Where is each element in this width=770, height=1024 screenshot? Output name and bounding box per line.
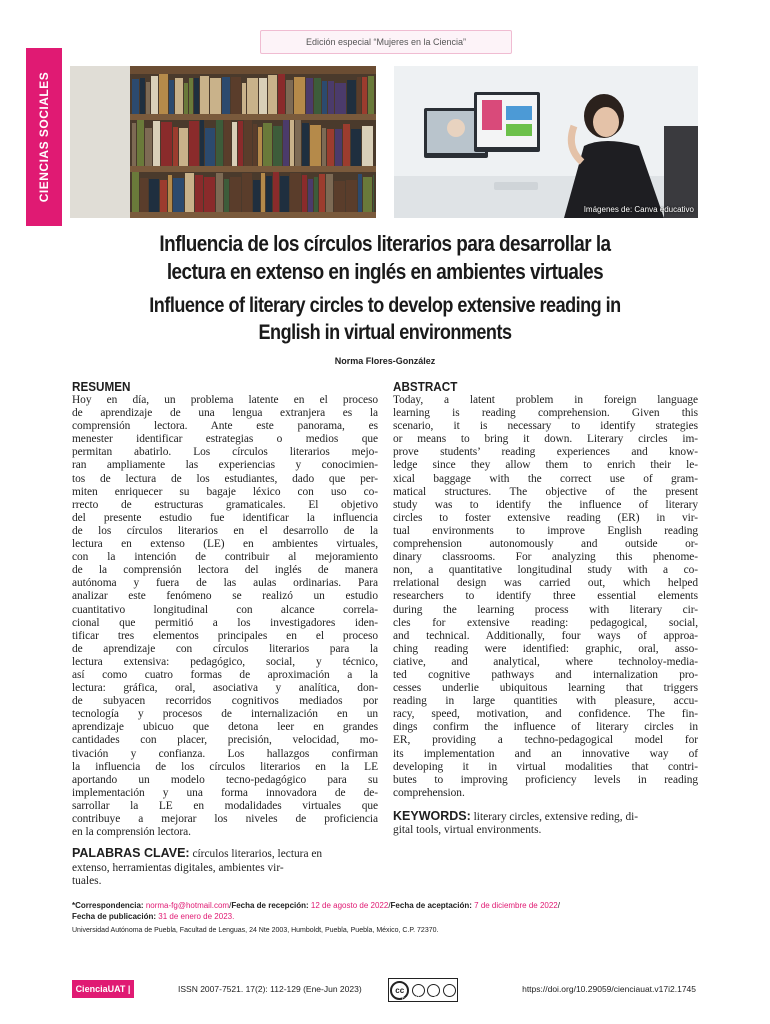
resumen-line: así como cuatro formas de aproximación a la bbox=[72, 668, 378, 681]
book-spine bbox=[258, 127, 262, 166]
book-spine bbox=[261, 173, 265, 212]
workspace-photo bbox=[394, 66, 698, 218]
book-spine bbox=[286, 80, 293, 114]
book-spine bbox=[259, 78, 267, 114]
accepted-date: 7 de diciembre de 2022 bbox=[474, 901, 558, 910]
palabras-clave-line2: extenso, herramientas digitales, ambientes vir- bbox=[72, 861, 284, 874]
resumen-line: cuantitativo longitudinal con alcance correla- bbox=[72, 603, 378, 616]
book-spine bbox=[263, 123, 272, 166]
keywords bbox=[393, 810, 698, 838]
book-spine bbox=[328, 81, 334, 114]
resumen-line: de subyacen recorridos cognitivos mediados por bbox=[72, 695, 378, 708]
image-credit: Imágenes de: Canva educativo bbox=[583, 205, 694, 214]
resumen-line: de los círculos literarios en el desarrollo de la bbox=[72, 524, 378, 537]
book-spine bbox=[189, 121, 199, 166]
abstract-line: during the learning process with literary cir- bbox=[393, 603, 698, 616]
resumen-line: cional que permitió a los investigadores iden- bbox=[72, 616, 378, 629]
book-spine bbox=[290, 120, 294, 166]
abstract-line: matical structures. The objective of the present bbox=[393, 485, 698, 498]
abstract-line: scenario, it is necessary to identify strategies bbox=[393, 420, 698, 433]
resumen-line: implementación y una forma innovadora de de- bbox=[72, 786, 378, 799]
resumen-line: analizar este fenómeno se realizó un estudio bbox=[72, 590, 378, 603]
book-spine bbox=[173, 127, 178, 166]
resumen-line: tecnología y procesos de internalización en un bbox=[72, 708, 378, 721]
book-spine bbox=[173, 178, 184, 212]
title-english-line1: Influence of literary circles to develop extensive reading in bbox=[149, 294, 621, 317]
abstract-line: its implementation and an innovative way of bbox=[393, 747, 698, 760]
book-spine bbox=[247, 78, 258, 114]
abstract-line: circles to foster extensive reading (ER) in vir- bbox=[393, 511, 698, 524]
book-spine bbox=[168, 175, 172, 212]
book-spine bbox=[351, 129, 361, 166]
abstract-line: non, a quantitative longitudinal study with a co- bbox=[393, 564, 698, 577]
book-spine bbox=[210, 78, 221, 114]
book-spine bbox=[189, 78, 193, 114]
book-spine bbox=[153, 121, 160, 166]
book-spine bbox=[363, 177, 372, 212]
book-spine bbox=[137, 120, 144, 166]
keywords-line1: literary circles, extensive reding, di- bbox=[473, 810, 639, 823]
book-spine bbox=[294, 77, 305, 114]
book-spine bbox=[302, 175, 307, 212]
resumen-line: rrecto de estructuras gramaticales. El objetivo bbox=[72, 498, 378, 511]
book-spine bbox=[278, 74, 285, 114]
book-spine bbox=[140, 78, 145, 114]
abstract-line: rrelational design was carried out, which helped bbox=[393, 577, 698, 590]
correspondence-email[interactable]: norma-fg@hotmail.com bbox=[145, 901, 230, 910]
book-spine bbox=[322, 81, 327, 114]
book-spine bbox=[160, 180, 167, 212]
book-spine bbox=[222, 77, 230, 114]
sa-icon bbox=[443, 984, 456, 997]
resumen-line: menester identificar estrategias o medios que bbox=[72, 433, 378, 446]
affiliation: Universidad Autónoma de Puebla, Facultad de Lenguas, 24 Nte 2003, Humboldt, Puebla, Puebla, México, C.P. 72370. bbox=[72, 927, 439, 934]
book-spine bbox=[368, 76, 374, 114]
book-spine bbox=[244, 120, 252, 166]
resumen-line: en la comprensión lectora. bbox=[72, 826, 191, 839]
abstract-line: butes to improving proficiency levels in reading bbox=[393, 773, 698, 786]
resumen-line: de aprendizaje de una lengua extranjera es la bbox=[72, 407, 378, 420]
book-spine bbox=[216, 120, 223, 166]
resumen-line: contribuye a mejorar los niveles de proficiencia bbox=[72, 813, 378, 825]
abstract-line: dinary classrooms. For analyzing this phenome- bbox=[393, 551, 698, 564]
book-spine bbox=[205, 128, 215, 166]
abstract-line: cles for extensive reading: pedagogical, social, bbox=[393, 616, 698, 629]
book-spine bbox=[358, 174, 362, 212]
book-spine bbox=[322, 128, 326, 166]
workspace-image bbox=[394, 66, 698, 218]
book-spine bbox=[145, 128, 152, 166]
abstract-line: ledge since they allow them to enrich their le- bbox=[393, 459, 698, 472]
abstract-line: cesses underlie ubiquitous learning that triggers bbox=[393, 682, 698, 695]
abstract-line: reading in large quantities with pleasure, accu- bbox=[393, 695, 698, 708]
title-spanish-line2: lectura en extenso en inglés en ambientes virtuales bbox=[166, 259, 604, 284]
book-spine bbox=[253, 124, 257, 166]
abstract-line: comprehension autonomously and outside or- bbox=[393, 538, 698, 551]
book-spine bbox=[179, 128, 188, 166]
book-spine bbox=[266, 176, 272, 212]
resumen-column bbox=[72, 379, 378, 889]
book-spine bbox=[314, 78, 321, 114]
title-english bbox=[123, 292, 648, 346]
abstract-line: ching reading were identified: graphic, oral, asso- bbox=[393, 642, 698, 655]
book-spine bbox=[185, 173, 194, 212]
resumen-line: del presente estudio fue identificar la influencia bbox=[72, 511, 378, 524]
resumen-line: ran ampliamente las experiencias y conocimien- bbox=[72, 459, 378, 472]
abstract-line: prove students’ reading experiences and know- bbox=[393, 446, 698, 459]
book-spine bbox=[362, 77, 367, 114]
book-spine bbox=[314, 177, 318, 212]
by-icon bbox=[412, 984, 425, 997]
resumen-line: con la intención de contribuir al mejoramiento bbox=[72, 551, 378, 564]
book-spine bbox=[140, 178, 148, 212]
section-band bbox=[26, 48, 62, 226]
book-spine bbox=[159, 74, 168, 114]
book-spine bbox=[230, 177, 241, 212]
received-date: 12 de agosto de 2022 bbox=[310, 901, 389, 910]
book-spine bbox=[347, 80, 356, 114]
book-spine bbox=[335, 129, 342, 166]
book-spine bbox=[346, 180, 357, 212]
book-spine bbox=[169, 80, 174, 114]
book-spine bbox=[373, 175, 374, 212]
correspondence-footnote: *Correspondencia: norma-fg@hotmail.com/Fecha de recepción: 12 de agosto de 2022/Fecha de aceptación: 7 de diciembre de 2022/ Fecha de publicación: 31 de enero de 2023. bbox=[72, 901, 560, 921]
book-spine bbox=[184, 83, 188, 114]
resumen-line: aprendizaje ubicuo que detona leer en grandes bbox=[72, 721, 378, 734]
book-spine bbox=[204, 177, 215, 212]
abstract-text bbox=[393, 394, 698, 800]
palabras-clave bbox=[72, 847, 378, 889]
book-spine bbox=[308, 179, 313, 212]
section-label: CIENCIAS SOCIALES bbox=[37, 71, 51, 203]
resumen-line: tificar tres elementos principales en el proceso bbox=[72, 629, 378, 642]
abstract-line: Today, a latent problem in foreign language bbox=[393, 394, 698, 406]
book-spine bbox=[319, 174, 325, 212]
published-label: Fecha de publicación: bbox=[72, 912, 157, 921]
book-spine bbox=[310, 125, 321, 166]
book-spine bbox=[216, 173, 223, 212]
resumen-line: tivación y confianza. Los hallazgos confirman bbox=[72, 747, 378, 760]
book-spine bbox=[242, 173, 252, 212]
abstract-line: and technical. Additionally, four ways of approa- bbox=[393, 629, 698, 642]
author-name: Norma Flores-González bbox=[334, 356, 436, 366]
published-date: 31 de enero de 2023. bbox=[158, 912, 235, 921]
book-spine bbox=[302, 123, 309, 166]
book-spine bbox=[132, 79, 139, 114]
received-label: Fecha de recepción: bbox=[231, 901, 309, 910]
book-spine bbox=[273, 126, 282, 166]
book-spine bbox=[280, 176, 289, 212]
abstract-column bbox=[393, 379, 698, 838]
bookshelf-photo bbox=[70, 66, 376, 218]
title-spanish bbox=[123, 230, 648, 286]
book-spine bbox=[224, 179, 229, 212]
palabras-clave-line3: tuales. bbox=[72, 875, 102, 888]
resumen-line: de la comprensión lectora del inglés de manera bbox=[72, 564, 378, 577]
book-spine bbox=[273, 172, 279, 212]
keywords-line2: gital tools, virtual environments. bbox=[393, 824, 542, 837]
book-spine bbox=[268, 75, 277, 114]
book-spine bbox=[343, 124, 350, 166]
nc-icon bbox=[427, 984, 440, 997]
resumen-line: miten enriquecer su bagaje léxico con uso co- bbox=[72, 485, 378, 498]
doi-link[interactable]: https://doi.org/10.29059/cienciauat.v17i2.1745 bbox=[522, 984, 696, 994]
abstract-line: xical baggage with the correct use of gram- bbox=[393, 472, 698, 485]
resumen-line: lectura: gráfica, oral, asociativa y analítica, don- bbox=[72, 682, 378, 695]
abstract-line: ted cognitive pathways and internalization pro- bbox=[393, 668, 698, 681]
abstract-line: study was to identify the influence of literary bbox=[393, 498, 698, 511]
book-spine bbox=[334, 181, 345, 212]
book-spine bbox=[151, 76, 158, 114]
resumen-line: lectura en extenso (LE) en ambientes virtuales, bbox=[72, 538, 378, 551]
abstract-heading: ABSTRACT bbox=[393, 379, 458, 394]
book-spine bbox=[326, 174, 333, 212]
book-spine bbox=[357, 77, 361, 114]
book-spine bbox=[146, 82, 150, 114]
abstract-line: learning is reading comprehension. Given this bbox=[393, 407, 698, 420]
abstract-line: developing it in virtual modalities that contri- bbox=[393, 760, 698, 773]
book-spine bbox=[253, 180, 260, 212]
resumen-line: aportando un modelo tecno-pedagógico para su bbox=[72, 773, 378, 786]
book-spine bbox=[132, 123, 136, 166]
book-spine bbox=[242, 83, 246, 114]
keywords-label: KEYWORDS: bbox=[393, 808, 471, 823]
book-spine bbox=[195, 175, 203, 212]
resumen-line: tos de lectura de los estudiantes, dado que per- bbox=[72, 472, 378, 485]
resumen-line: cantidades con placer, precisión, velocidad, mo- bbox=[72, 734, 378, 747]
book-spine bbox=[283, 120, 289, 166]
book-spine bbox=[335, 83, 346, 114]
resumen-line: permitan abatirlo. Los círculos literarios mejo- bbox=[72, 446, 378, 459]
title-spanish-line1: Influencia de los círculos literarios para desarrollar la bbox=[159, 231, 611, 256]
resumen-line: lectura extensiva: pedagógico, social, y técnico, bbox=[72, 655, 378, 668]
cc-license-text: cc BY NC SA bbox=[402, 996, 443, 1002]
resumen-heading: RESUMEN bbox=[72, 379, 131, 394]
resumen-line: autónoma y fuera de las aulas ordinarias. Para bbox=[72, 577, 378, 590]
palabras-clave-label: PALABRAS CLAVE: bbox=[72, 846, 190, 861]
book-spine bbox=[200, 76, 209, 114]
book-spine bbox=[175, 78, 183, 114]
resumen-line: comprensión lectora. Ante este panorama, es bbox=[72, 420, 378, 433]
book-spine bbox=[362, 126, 373, 166]
abstract-line: ciative, and analytical, where technoloy-media- bbox=[393, 655, 698, 668]
resumen-line: la influencia de los círculos literarios en la LE bbox=[72, 760, 378, 773]
accepted-label: Fecha de aceptación: bbox=[390, 901, 472, 910]
abstract-line: or means to bring it down. Literary circles im- bbox=[393, 433, 698, 446]
book-spine bbox=[290, 173, 301, 212]
book-spine bbox=[295, 120, 301, 166]
abstract-line: tual environments to improve English reading bbox=[393, 524, 698, 537]
resumen-line: sarrollar la LE en modalidades virtuales que bbox=[72, 799, 378, 812]
palabras-clave-line1: círculos literarios, lectura en bbox=[192, 848, 323, 861]
cc-icon: cc bbox=[390, 981, 409, 1000]
edition-banner: Edición especial “Mujeres en la Ciencia” bbox=[260, 30, 512, 54]
correspondence-label: *Correspondencia: bbox=[72, 901, 144, 910]
book-spine bbox=[232, 122, 237, 166]
book-spine bbox=[161, 122, 172, 166]
abstract-line: researchers to identify three essential elements bbox=[393, 590, 698, 603]
resumen-line: Hoy en día, un problema latente en el proceso bbox=[72, 394, 378, 406]
book-spine bbox=[194, 78, 199, 114]
book-spine bbox=[327, 129, 334, 166]
book-spine bbox=[224, 120, 231, 166]
book-spine bbox=[200, 120, 204, 166]
book-spine bbox=[306, 78, 313, 114]
abstract-line: racy, speed, motivation, and confidence. The fin- bbox=[393, 708, 698, 721]
abstract-line: ER, providing a techno-pedagogical model for bbox=[393, 734, 698, 747]
book-spine bbox=[149, 179, 159, 212]
journal-badge: CienciaUAT | 112 bbox=[72, 980, 134, 998]
resumen-text bbox=[72, 394, 378, 839]
title-english-line2: English in virtual environments bbox=[258, 321, 512, 344]
issn-line: ISSN 2007-7521. 17(2): 112-129 (Ene-Jun 2023) bbox=[178, 984, 362, 994]
book-spine bbox=[238, 121, 243, 166]
abstract-line: comprehension. bbox=[393, 786, 465, 799]
abstract-line: dings confirm the influence of literary circles in bbox=[393, 721, 698, 734]
resumen-line: de aprendizaje con círculos literarios para la bbox=[72, 642, 378, 655]
book-spine bbox=[231, 77, 241, 114]
bookshelf-image bbox=[70, 66, 376, 218]
book-spine bbox=[132, 172, 139, 212]
